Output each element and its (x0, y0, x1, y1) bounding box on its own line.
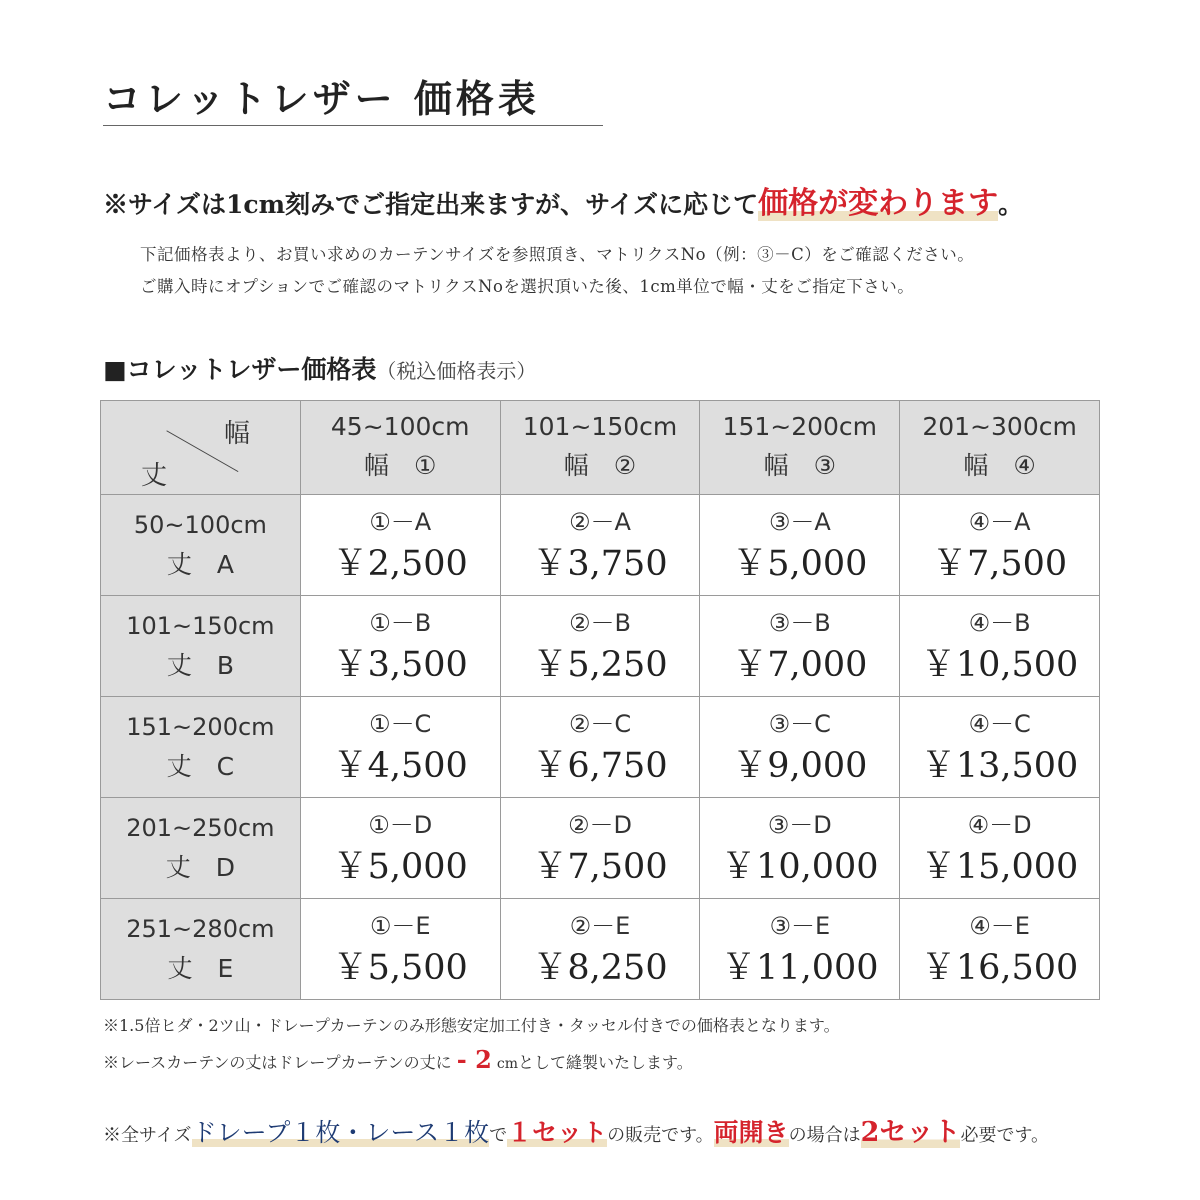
price-cell (900, 494, 1100, 595)
matrix-code: ④－C (968, 709, 1031, 738)
matrix-code: ②－C (568, 709, 632, 738)
table-row (101, 696, 1100, 797)
row-label: 丈 A (166, 549, 234, 579)
row-label: 丈 E (167, 953, 234, 983)
matrix-code: ②－E (569, 911, 631, 940)
bottom-p5: の販売です。 (607, 1125, 714, 1146)
price-value: ￥10,000 (721, 846, 879, 887)
row-label: 丈 C (166, 751, 235, 781)
price-cell (300, 898, 500, 999)
price-table (100, 400, 1100, 1000)
matrix-code: ②－D (567, 810, 632, 839)
matrix-code: ④－D (967, 810, 1032, 839)
price-cell (900, 595, 1100, 696)
row-range: 201~250cm (126, 813, 275, 842)
matrix-code: ①－D (368, 810, 433, 839)
column-range: 201~300cm (922, 412, 1077, 442)
price-value: ￥5,500 (332, 947, 468, 988)
column-label: 幅 ② (563, 451, 637, 481)
corner-diagonal (101, 401, 300, 494)
price-value: ￥4,500 (332, 745, 468, 786)
price-cell (700, 595, 900, 696)
double-open-highlight: 両開き (713, 1118, 789, 1147)
footnote-2 (103, 1045, 693, 1074)
price-value: ￥6,750 (532, 745, 668, 786)
price-value: ￥3,500 (332, 644, 468, 685)
price-cell (500, 898, 700, 999)
price-cell (900, 696, 1100, 797)
column-range: 151~200cm (722, 412, 878, 442)
corner-width-label: 幅 (224, 419, 251, 449)
row-label: 丈 B (166, 650, 234, 680)
price-cell (700, 494, 900, 595)
price-value: ￥13,500 (920, 745, 1079, 786)
matrix-code: ②－A (569, 507, 631, 536)
row-header-c (101, 696, 301, 797)
price-cell (300, 494, 500, 595)
title-underline (103, 125, 603, 126)
price-cell (900, 898, 1100, 999)
footnote-1: ※1.5倍ヒダ・2ツ山・ドレープカーテンのみ形態安定加工付き・タッセル付きでの価格表となります。 (103, 1016, 840, 1035)
price-value: ￥7,500 (931, 543, 1068, 584)
row-range: 101~150cm (126, 611, 275, 640)
column-header-4 (900, 401, 1100, 495)
price-value: ￥8,250 (532, 947, 668, 988)
price-value: ￥5,000 (732, 543, 868, 584)
price-cell (700, 898, 900, 999)
size-notice-end: 。 (998, 190, 1024, 219)
price-cell (500, 797, 700, 898)
price-value: ￥7,500 (532, 846, 668, 887)
two-set-highlight: 2セット (860, 1117, 961, 1148)
corner-height-label: 丈 (141, 461, 168, 491)
matrix-code: ④－E (969, 911, 1030, 940)
column-header-1 (300, 401, 500, 495)
price-cell (700, 696, 900, 797)
matrix-code: ③－E (769, 911, 831, 940)
matrix-code: ③－D (767, 810, 832, 839)
price-cell (300, 696, 500, 797)
row-label: 丈 D (165, 852, 236, 882)
footnote-2-post: として縫製いたします。 (517, 1053, 693, 1072)
price-cell (300, 595, 500, 696)
table-heading-main: ■コレットレザー価格表 (103, 355, 377, 384)
bottom-p1: ※全サイズ (103, 1125, 192, 1146)
price-value: ￥3,750 (532, 543, 668, 584)
bottom-p9: 必要です。 (960, 1125, 1050, 1146)
row-range: 50~100cm (133, 510, 267, 539)
price-change-highlight: 価格が変わります (758, 186, 999, 221)
matrix-code: ①－A (369, 507, 432, 536)
matrix-code: ①－E (369, 911, 431, 940)
column-range: 101~150cm (522, 412, 678, 442)
table-heading-sub: （税込価格表示） (376, 359, 537, 383)
price-value: ￥7,000 (732, 644, 868, 685)
bottom-p3: で (489, 1125, 508, 1146)
set-sale-note (103, 1110, 1049, 1149)
column-label: 幅 ③ (763, 451, 836, 481)
one-set-highlight: １セット (507, 1118, 608, 1147)
page-title: コレットレザー 価格表 (103, 76, 540, 121)
price-cell (500, 494, 700, 595)
price-value: ￥15,000 (920, 846, 1079, 887)
header-row (101, 401, 1100, 495)
column-label: 幅 ④ (963, 451, 1036, 481)
bottom-p7: の場合は (788, 1125, 861, 1146)
size-notice (103, 178, 1023, 222)
price-cell (500, 696, 700, 797)
matrix-code: ③－A (768, 507, 831, 536)
lace-length-offset: - 2 (456, 1045, 492, 1074)
table-corner (101, 401, 301, 495)
matrix-code: ①－C (369, 709, 432, 738)
row-header-a (101, 494, 301, 595)
matrix-code: ③－C (768, 709, 831, 738)
description-line-1: 下記価格表より、お買い求めのカーテンサイズを参照頂き、マトリクスNo（例：③－C）をご確認ください。 (140, 245, 975, 264)
table-row (101, 797, 1100, 898)
table-heading (103, 350, 536, 386)
row-range: 251~280cm (126, 914, 275, 943)
drape-lace-highlight: ドレープ１枚・レース１枚 (191, 1118, 490, 1147)
table-row (101, 898, 1100, 999)
matrix-code: ②－B (569, 608, 631, 637)
column-header-2 (500, 401, 700, 495)
table-row (101, 595, 1100, 696)
column-header-3 (700, 401, 900, 495)
row-header-e (101, 898, 301, 999)
price-value: ￥2,500 (332, 543, 468, 584)
footnote-2-unit: cm (496, 1056, 518, 1072)
matrix-code: ④－B (968, 608, 1031, 637)
matrix-code: ③－B (768, 608, 831, 637)
row-header-d (101, 797, 301, 898)
column-label: 幅 ① (363, 451, 437, 481)
column-range: 45~100cm (330, 412, 470, 442)
price-cell (300, 797, 500, 898)
price-cell (700, 797, 900, 898)
price-value: ￥9,000 (732, 745, 868, 786)
size-notice-text: ※サイズは1cm刻みでご指定出来ますが、サイズに応じて (103, 190, 759, 219)
price-value: ￥11,000 (721, 947, 879, 988)
row-header-b (101, 595, 301, 696)
price-cell (900, 797, 1100, 898)
footnote-2-pre: ※レースカーテンの丈はドレープカーテンの丈に (103, 1053, 452, 1072)
price-value: ￥10,500 (920, 644, 1079, 685)
price-cell (500, 595, 700, 696)
table-row (101, 494, 1100, 595)
price-value: ￥5,250 (532, 644, 668, 685)
matrix-code: ④－A (968, 507, 1031, 536)
price-value: ￥5,000 (332, 846, 468, 887)
row-range: 151~200cm (126, 712, 275, 741)
price-value: ￥16,500 (920, 947, 1079, 988)
matrix-code: ①－B (369, 608, 432, 637)
description-line-2: ご購入時にオプションでご確認のマトリクスNoを選択頂いた後、1cm単位で幅・丈をご指定下さい。 (140, 277, 915, 296)
